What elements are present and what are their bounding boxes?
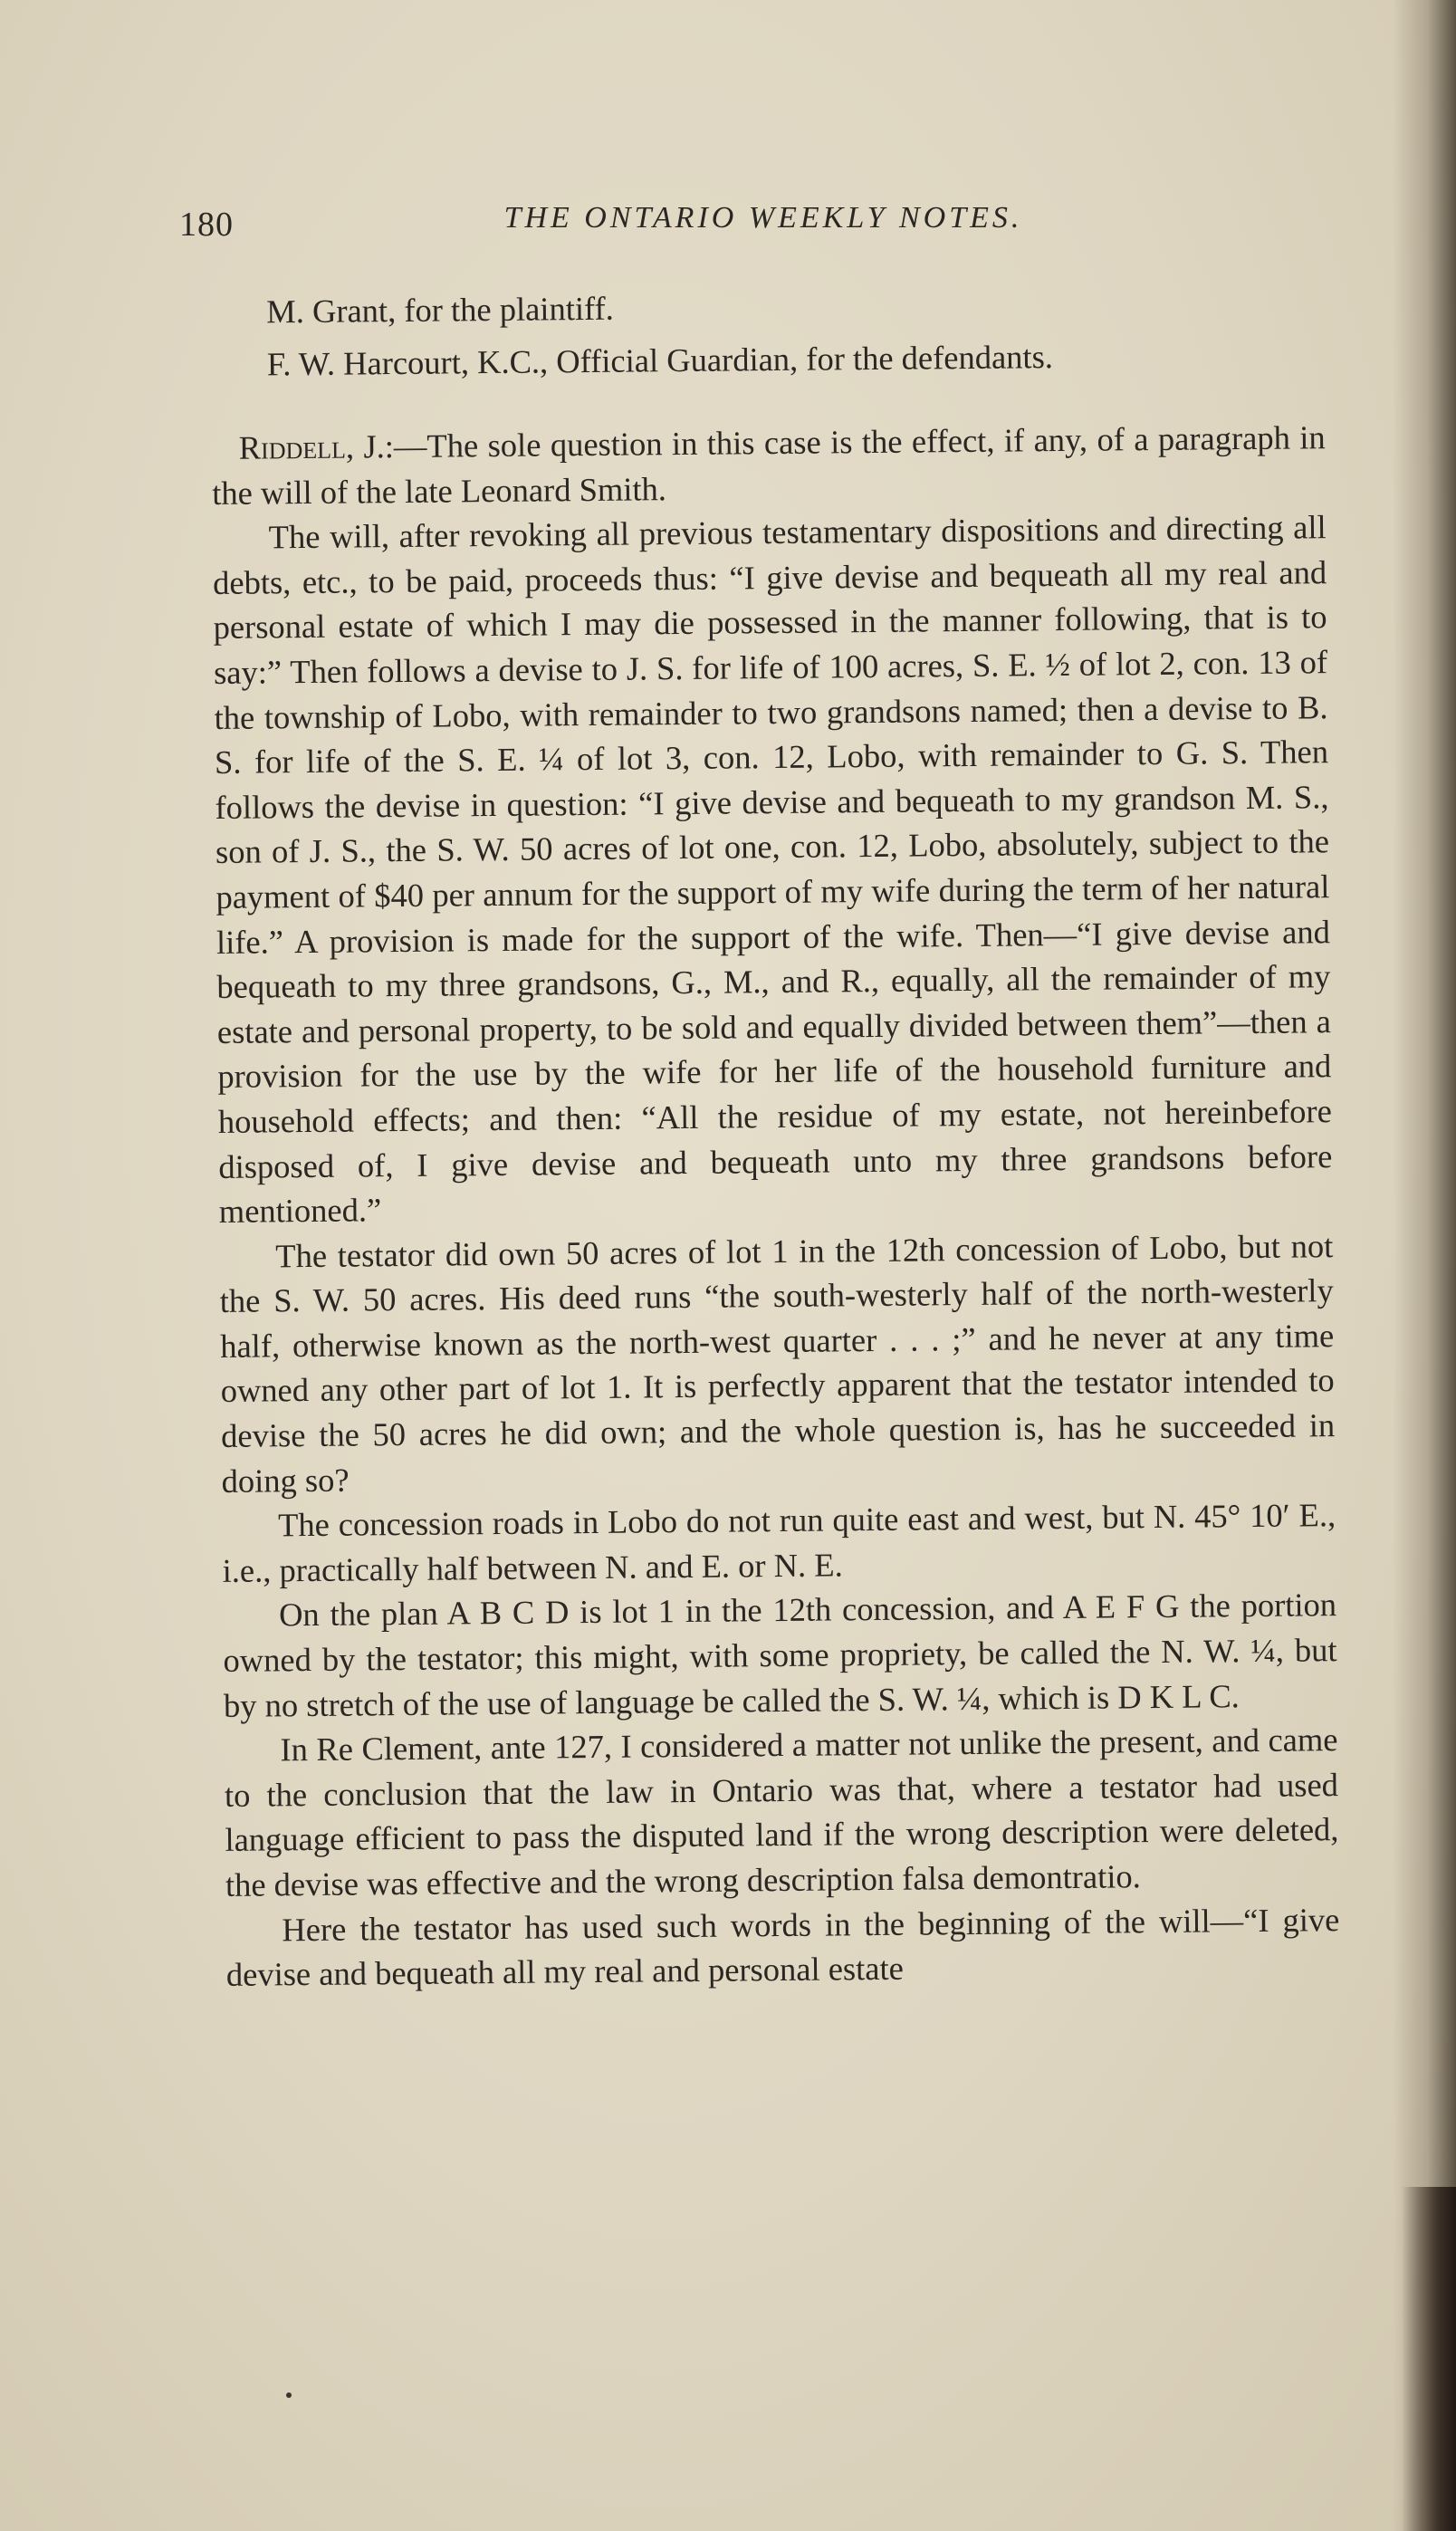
paragraph-re-clement: In Re Clement, ante 127, I considered a matter not unlike the present, and came to the conclusion that the law in Ontario was that, where a testator had used language efficient to pass the disputed land if the wrong description were deleted, the devise was effective and the wrong description falsa demontratio. (224, 1721, 1339, 1903)
page-number: 180 (179, 206, 234, 244)
journal-title: THE ONTARIO WEEKLY NOTES. (503, 201, 1023, 235)
paragraph-testator-land: The testator did own 50 acres of lot 1 in the 12th concession of Lobo, but not the S. W. 50 acres. His deed runs “the south-westerly half of the north-westerly half, otherwise known as the north-west quarter . . . ;” and he never at any time owned any other part of lot 1. It is perfectly apparent that the testator intended to devise the 50 acres he did own; and the whole question is, has he succeeded in doing so? (219, 1226, 1336, 1500)
page-gutter-shadow (1393, 0, 1456, 2531)
paragraph-will-provisions: The will, after revoking all previous testamentary dispositions and directing all debts, etc., to be paid, proceeds thus: “I give devise and bequeath all my real and personal estate of which I may die possessed in the manner following, that is to say:” Then follows a devise to J. S. for life of 100 acres, S. E. ½ of lot 2, con. 13 of the township of Lobo, with remainder to two grandsons named; then a devise to B. S. for life of the S. E. ¼ of lot 3, con. 12, Lobo, with remainder to G. S. Then follows the devise in question: “I give devise and bequeath to my grandson M. S., son of J. S., the S. W. 50 acres of lot one, con. 12, Lobo, absolutely, subject to the payment of $40 per annum for the support of my wife during the term of her natural life.” A provision is made for the support of the wife. Then—“I give devise and bequeath to my three grandsons, G., M., and R., equally, all the remainder of my estate and personal property, to be sold and equally divided between them”—then a provision for the use by the wife for her life of the household furniture and household effects; and then: “All the residue of my estate, not hereinbefore disposed of, I give devise and bequeath unto my three grandsons before mentioned.” (212, 508, 1333, 1231)
running-head (179, 201, 1347, 255)
counsel-plaintiff: M. Grant, for the plaintiff. (266, 289, 614, 331)
judgment-opening-text: :—The sole question in this case is the effect, if any, of a paragraph in the will of the late Leonard Smith. (211, 418, 1326, 512)
body-text (210, 275, 1340, 1998)
ink-speck (286, 2392, 292, 2398)
paragraph-conclusion-start: Here the testator has used such words in the beginning of the will—“I give devise and bequeath all my real and personal estate (225, 1900, 1340, 1994)
paragraph-concession-roads: The concession roads in Lobo do not run quite east and west, but N. 45° 10′ E., i.e., practically half between N. and E. or N. E. (222, 1496, 1336, 1589)
counsel-defendants: F. W. Harcourt, K.C., Official Guardian, for the defendants. (266, 338, 1054, 383)
page-corner-shadow (1402, 2187, 1456, 2531)
judge-name: Riddell, J. (238, 427, 385, 466)
paragraph-plan: On the plan A B C D is lot 1 in the 12th concession, and A E F G the portion owned by the testator; this might, with some propriety, be called the N. W. ¼, but by no stretch of the use of language be called the S. W. ¼, which is D K L C. (223, 1586, 1337, 1724)
judgment-opening-paragraph (211, 415, 1326, 515)
counsel-list (210, 275, 1325, 391)
